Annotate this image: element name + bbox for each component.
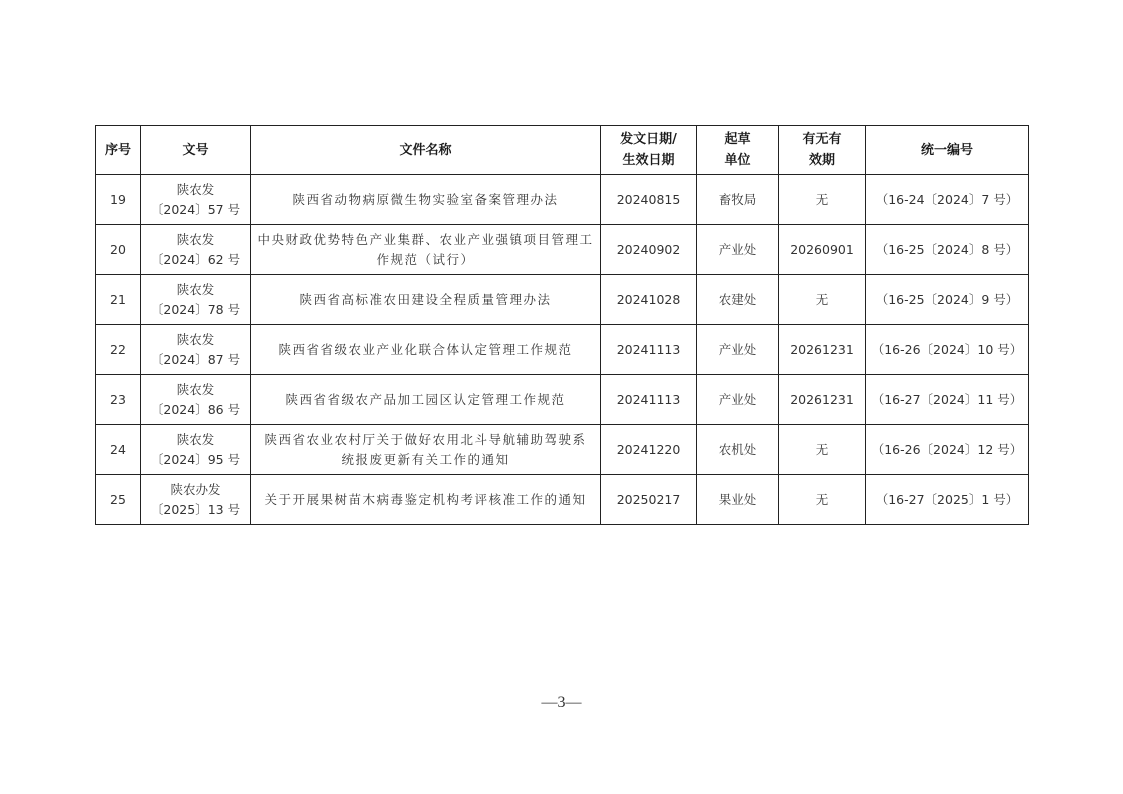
row-unit: 畜牧局 xyxy=(697,175,779,225)
row-index: 24 xyxy=(96,425,141,475)
name-line2: 统报废更新有关工作的通知 xyxy=(341,451,510,467)
row-unified-no: （16-26〔2024〕10 号） xyxy=(866,325,1029,375)
name-line1: 中央财政优势特色产业集群、农业产业强镇项目管理工 xyxy=(257,231,594,247)
doc-no-line1: 陕农发 xyxy=(176,231,215,247)
header-date-line1: 发文日期/ xyxy=(620,132,677,147)
row-doc-no xyxy=(141,375,251,425)
table-row xyxy=(96,325,1029,375)
table-row xyxy=(96,275,1029,325)
header-unit-line1: 起草 xyxy=(724,132,751,147)
doc-no-line2: 〔2024〕57 号 xyxy=(150,201,241,217)
doc-no-line2: 〔2024〕95 号 xyxy=(150,451,241,467)
header-validity-line2: 效期 xyxy=(808,153,835,168)
header-date-line2: 生效日期 xyxy=(622,153,675,168)
table-row xyxy=(96,425,1029,475)
table-row xyxy=(96,175,1029,225)
doc-no-line1: 陕农办发 xyxy=(170,481,221,497)
row-date: 20241113 xyxy=(601,325,697,375)
row-validity: 无 xyxy=(779,425,866,475)
row-date: 20241113 xyxy=(601,375,697,425)
header-doc-no: 文号 xyxy=(141,126,251,175)
row-name xyxy=(251,225,601,275)
row-index: 25 xyxy=(96,475,141,525)
row-name xyxy=(251,375,601,425)
name-line2: 作规范（试行） xyxy=(376,251,475,267)
row-validity: 无 xyxy=(779,475,866,525)
row-validity: 无 xyxy=(779,175,866,225)
row-doc-no xyxy=(141,175,251,225)
row-index: 22 xyxy=(96,325,141,375)
name-line1: 陕西省高标准农田建设全程质量管理办法 xyxy=(299,291,552,307)
row-unified-no: （16-27〔2024〕11 号） xyxy=(866,375,1029,425)
row-doc-no xyxy=(141,475,251,525)
header-validity xyxy=(779,126,866,175)
row-unit: 产业处 xyxy=(697,325,779,375)
doc-no-line1: 陕农发 xyxy=(176,281,215,297)
row-doc-no xyxy=(141,325,251,375)
row-validity: 20261231 xyxy=(779,325,866,375)
row-unit: 农建处 xyxy=(697,275,779,325)
row-unified-no: （16-27〔2025〕1 号） xyxy=(866,475,1029,525)
page-number: —3— xyxy=(541,694,582,711)
header-unified-no: 统一编号 xyxy=(866,126,1029,175)
row-date: 20241220 xyxy=(601,425,697,475)
row-unified-no: （16-25〔2024〕9 号） xyxy=(866,275,1029,325)
row-date: 20250217 xyxy=(601,475,697,525)
table-row xyxy=(96,475,1029,525)
doc-no-line1: 陕农发 xyxy=(176,331,215,347)
row-doc-no xyxy=(141,275,251,325)
doc-no-line1: 陕农发 xyxy=(176,381,215,397)
table-row xyxy=(96,375,1029,425)
row-unit: 农机处 xyxy=(697,425,779,475)
row-name xyxy=(251,425,601,475)
row-name xyxy=(251,175,601,225)
row-date: 20240815 xyxy=(601,175,697,225)
row-date: 20240902 xyxy=(601,225,697,275)
row-validity: 20261231 xyxy=(779,375,866,425)
row-unit: 产业处 xyxy=(697,225,779,275)
header-unit xyxy=(697,126,779,175)
row-name xyxy=(251,325,601,375)
doc-no-line2: 〔2024〕86 号 xyxy=(150,401,241,417)
row-name xyxy=(251,475,601,525)
table-header-row xyxy=(96,126,1029,175)
doc-no-line1: 陕农发 xyxy=(176,181,215,197)
row-index: 21 xyxy=(96,275,141,325)
header-name: 文件名称 xyxy=(251,126,601,175)
row-validity: 无 xyxy=(779,275,866,325)
header-index: 序号 xyxy=(96,126,141,175)
table-row xyxy=(96,225,1029,275)
row-index: 20 xyxy=(96,225,141,275)
doc-no-line2: 〔2024〕87 号 xyxy=(150,351,241,367)
header-date xyxy=(601,126,697,175)
name-line1: 陕西省农业农村厅关于做好农用北斗导航辅助驾驶系 xyxy=(264,431,587,447)
name-line1: 陕西省省级农产品加工园区认定管理工作规范 xyxy=(285,391,566,407)
row-unified-no: （16-24〔2024〕7 号） xyxy=(866,175,1029,225)
header-unit-line2: 单位 xyxy=(724,153,751,168)
row-date: 20241028 xyxy=(601,275,697,325)
row-unified-no: （16-25〔2024〕8 号） xyxy=(866,225,1029,275)
doc-no-line2: 〔2024〕62 号 xyxy=(150,251,241,267)
row-doc-no xyxy=(141,225,251,275)
name-line1: 关于开展果树苗木病毒鉴定机构考评核准工作的通知 xyxy=(264,491,587,507)
row-unit: 果业处 xyxy=(697,475,779,525)
name-line1: 陕西省省级农业产业化联合体认定管理工作规范 xyxy=(278,341,573,357)
row-unit: 产业处 xyxy=(697,375,779,425)
row-index: 19 xyxy=(96,175,141,225)
row-validity: 20260901 xyxy=(779,225,866,275)
doc-no-line2: 〔2025〕13 号 xyxy=(150,501,241,517)
row-name xyxy=(251,275,601,325)
row-doc-no xyxy=(141,425,251,475)
row-index: 23 xyxy=(96,375,141,425)
name-line1: 陕西省动物病原微生物实验室备案管理办法 xyxy=(292,191,559,207)
doc-no-line2: 〔2024〕78 号 xyxy=(150,301,241,317)
header-validity-line1: 有无有 xyxy=(802,132,842,147)
document-table xyxy=(95,125,1029,525)
doc-no-line1: 陕农发 xyxy=(176,431,215,447)
row-unified-no: （16-26〔2024〕12 号） xyxy=(866,425,1029,475)
